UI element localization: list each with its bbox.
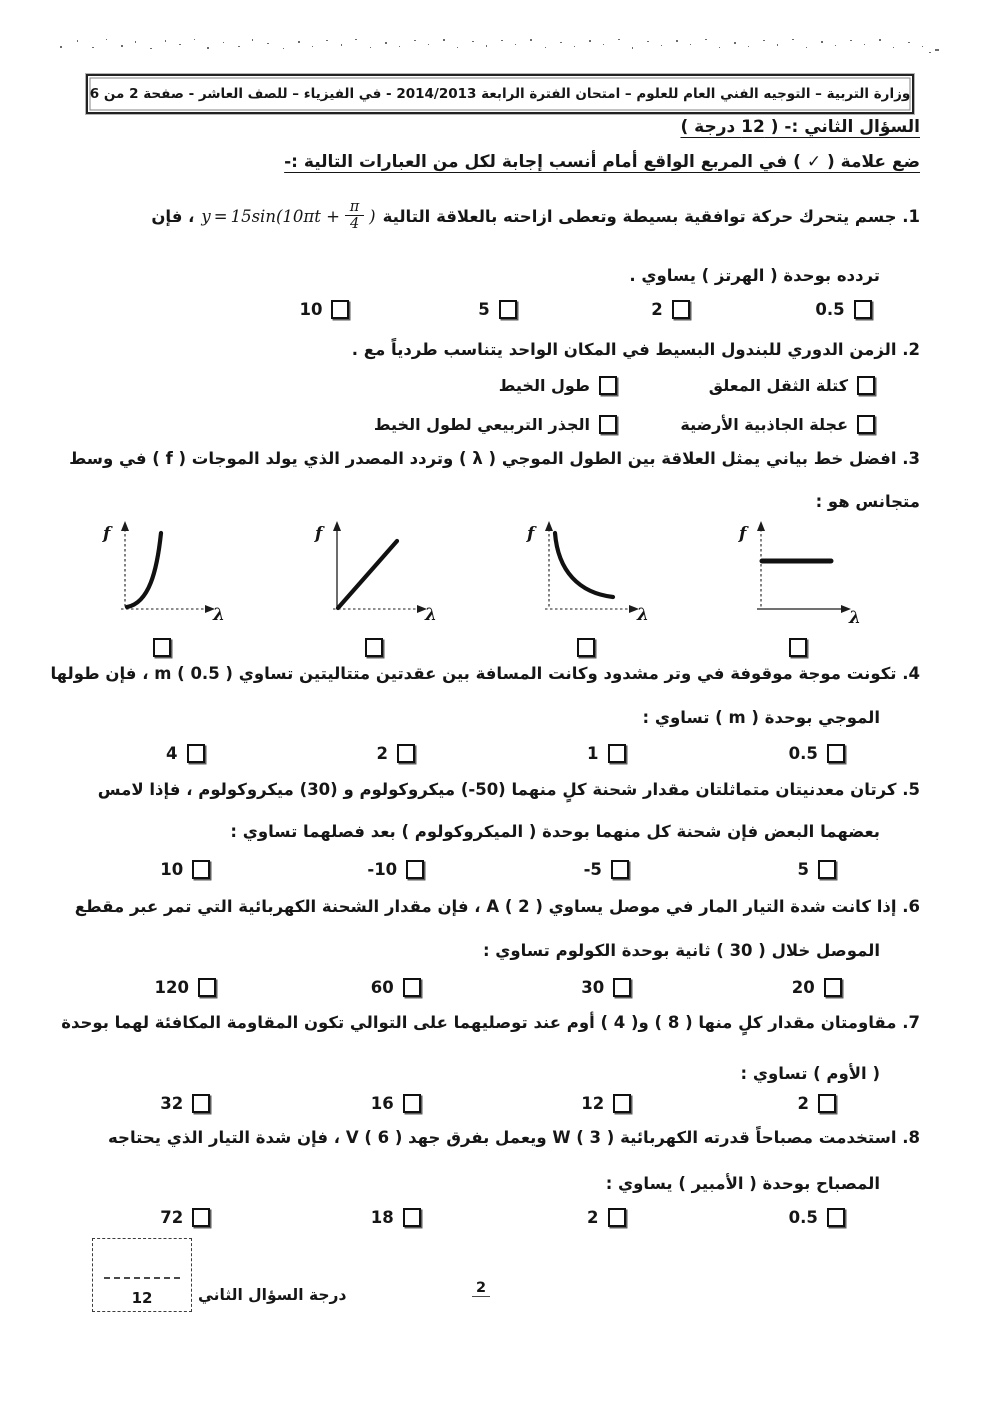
question-5-text-2: بعضهما البعض فإن شحنة كل منهما بوحدة ( الميكروكولوم ) بعد فصلهما تساوي : xyxy=(230,822,880,841)
q6-option-1[interactable]: 20 xyxy=(792,978,842,997)
graph-option-straight-line xyxy=(298,519,450,657)
question-2-options-row-1 xyxy=(80,376,875,399)
checkbox-icon[interactable] xyxy=(608,744,626,763)
checkbox-icon[interactable] xyxy=(403,1094,421,1113)
checkbox-icon[interactable] xyxy=(499,300,517,319)
q6-option-4[interactable]: 120 xyxy=(155,978,216,997)
exam-header-text: وزارة التربية – التوجيه الفني العام للعلوم – امتحان الفترة الرابعة 2014/2013 - في الفيزياء – للصف العاشر - صفحة 2 من 6 xyxy=(89,86,911,102)
q5-option-4[interactable]: 10 xyxy=(160,860,210,879)
q5-option-1[interactable]: 5 xyxy=(798,860,836,879)
graph-option-rising-curve xyxy=(86,519,238,657)
x-axis-label: λ xyxy=(425,605,437,625)
page-number: 2 xyxy=(472,1280,490,1297)
q2-option-3[interactable]: عجلة الجاذبية الأرضية xyxy=(680,415,875,434)
graph-straight-line xyxy=(309,519,439,627)
q4-option-1[interactable]: 0.5 xyxy=(789,744,845,763)
question-1-options xyxy=(238,300,930,319)
checkbox-icon[interactable] xyxy=(854,300,872,319)
score-value: 12 xyxy=(131,1289,153,1307)
checkbox-icon[interactable] xyxy=(608,1208,626,1227)
score-divider xyxy=(104,1277,180,1279)
q7-option-4[interactable]: 32 xyxy=(160,1094,210,1113)
checkbox-icon[interactable] xyxy=(818,860,836,879)
checkbox-icon[interactable] xyxy=(827,1208,845,1227)
checkbox-icon[interactable] xyxy=(611,860,629,879)
checkbox-icon[interactable] xyxy=(827,744,845,763)
question-2-text: 2. الزمن الدوري للبندول البسيط في المكان الواحد يتناسب طردياً مع . xyxy=(351,340,920,359)
exam-header-box xyxy=(86,74,914,114)
q8-option-2[interactable]: 2 xyxy=(587,1208,625,1227)
question-1-formula: y = 15sin(10πt + $\frac{\pi}{4}$ ) xyxy=(201,199,376,233)
q8-option-4[interactable]: 72 xyxy=(160,1208,210,1227)
question-8-text-2: المصباح بوحدة ( الأمبير ) يساوي : xyxy=(605,1174,880,1193)
scan-noise xyxy=(55,34,955,58)
question-4-options xyxy=(80,744,922,763)
q6-option-3[interactable]: 60 xyxy=(371,978,421,997)
q4-option-3[interactable]: 2 xyxy=(377,744,415,763)
checkbox-icon[interactable] xyxy=(192,860,210,879)
section-instruction: ضع علامة ( ✓ ) في المربع الواقع أمام أنسب إجابة لكل من العبارات التالية :- xyxy=(284,152,920,172)
checkbox-icon[interactable] xyxy=(599,376,617,395)
checkbox-icon[interactable] xyxy=(672,300,690,319)
q6-option-2[interactable]: 30 xyxy=(581,978,631,997)
x-axis-label: λ xyxy=(849,608,861,627)
checkbox-icon[interactable] xyxy=(789,638,807,657)
score-label: درجة السؤال الثاني xyxy=(198,1286,347,1304)
question-1-stem-tail: ، فإن xyxy=(151,206,195,226)
question-7-text-2: ( الأوم ) تساوي : xyxy=(740,1064,880,1083)
question-3-graph-options xyxy=(86,519,874,657)
checkbox-icon[interactable] xyxy=(403,1208,421,1227)
q2-option-1[interactable]: كتلة الثقل المعلق xyxy=(709,376,875,395)
question-7-options xyxy=(80,1094,922,1113)
checkbox-icon[interactable] xyxy=(613,1094,631,1113)
x-axis-label: λ xyxy=(637,605,649,625)
checkbox-icon[interactable] xyxy=(187,744,205,763)
question-5-text: 5. كرتان معدنيتان متماثلتان مقدار شحنة كلٍ منهما ⁦(-50)⁩ ميكروكولوم و (30) ميكروكولوم ، فإذا لامس xyxy=(97,780,920,799)
q7-option-2[interactable]: 12 xyxy=(581,1094,631,1113)
question-6-options xyxy=(80,978,922,997)
checkbox-icon[interactable] xyxy=(365,638,383,657)
q8-option-3[interactable]: 18 xyxy=(371,1208,421,1227)
q8-option-1[interactable]: 0.5 xyxy=(789,1208,845,1227)
checkbox-icon[interactable] xyxy=(824,978,842,997)
checkbox-icon[interactable] xyxy=(331,300,349,319)
question-1-stem: 1. جسم يتحرك حركة توافقية بسيطة وتعطى ازاحته بالعلاقة التالية xyxy=(382,206,920,226)
y-axis-label: f xyxy=(315,524,323,544)
checkbox-icon[interactable] xyxy=(198,978,216,997)
q2-option-4[interactable]: الجذر التربيعي لطول الخيط xyxy=(374,415,617,434)
q7-option-3[interactable]: 16 xyxy=(371,1094,421,1113)
checkbox-icon[interactable] xyxy=(857,415,875,434)
question-5-options xyxy=(80,860,922,879)
checkbox-icon[interactable] xyxy=(857,376,875,395)
q2-option-2[interactable]: طول الخيط xyxy=(499,376,617,395)
q1-option-4[interactable]: 10 xyxy=(300,300,350,319)
question-4-text: 4. تكونت موجة موقوفة في وتر مشدود وكانت المسافة بين عقدتين متتاليتين تساوي m ( 0.5 ) ، فإن طولها xyxy=(50,664,920,683)
question-1-text-2: تردده بوحدة ( الهرتز ) يساوي . xyxy=(629,266,880,285)
q1-option-1[interactable]: 0.5 xyxy=(815,300,871,319)
section-title: السؤال الثاني :- ( 12 درجة ) xyxy=(680,117,920,137)
graph-horizontal-line xyxy=(733,519,863,627)
question-3-text-2: متجانس هو : xyxy=(815,492,920,511)
score-box xyxy=(92,1238,192,1312)
q4-option-2[interactable]: 1 xyxy=(587,744,625,763)
x-axis-label: λ xyxy=(213,605,225,625)
checkbox-icon[interactable] xyxy=(192,1094,210,1113)
question-7-text: 7. مقاومتان مقدار كلٍ منها ( 8 ) و( 4 ) أوم عند توصليهما على التوالي تكون المقاومة المكافئة لهما بوحدة xyxy=(61,1013,920,1032)
question-4-text-2: الموجي بوحدة ( m ) تساوي : xyxy=(642,708,880,727)
checkbox-icon[interactable] xyxy=(613,978,631,997)
q4-option-4[interactable]: 4 xyxy=(166,744,204,763)
checkbox-icon[interactable] xyxy=(577,638,595,657)
graph-inverse-curve xyxy=(521,519,651,627)
checkbox-icon[interactable] xyxy=(192,1208,210,1227)
question-2-options-row-2 xyxy=(80,415,875,438)
graph-rising-curve xyxy=(97,519,227,627)
y-axis-label: f xyxy=(103,524,111,544)
question-6-text-2: الموصل خلال ( 30 ) ثانية بوحدة الكولوم تساوي : xyxy=(482,941,880,960)
q7-option-1[interactable]: 2 xyxy=(798,1094,836,1113)
question-8-text: 8. استخدمت مصباحاً قدرته الكهربائية W ( 3 ) ويعمل بفرق جهد V ( 6 ) ، فإن شدة التيار الذي يحتاجه xyxy=(108,1128,920,1147)
q1-option-2[interactable]: 2 xyxy=(651,300,689,319)
graph-option-horizontal-line xyxy=(722,519,874,657)
y-axis-label: f xyxy=(527,524,535,544)
q1-option-3[interactable]: 5 xyxy=(478,300,516,319)
checkbox-icon[interactable] xyxy=(403,978,421,997)
question-8-options xyxy=(80,1208,922,1227)
q5-option-3[interactable]: -10 xyxy=(367,860,424,879)
y-axis-label: f xyxy=(739,524,747,544)
question-6-text: 6. إذا كانت شدة التيار المار في موصل يساوي A ( 2 ) ، فإن مقدار الشحنة الكهربائية التي تمر عبر مقطع xyxy=(74,897,920,916)
checkbox-icon[interactable] xyxy=(406,860,424,879)
checkbox-icon[interactable] xyxy=(153,638,171,657)
fraction: $\frac{\pi}{4}$ xyxy=(345,200,364,232)
checkbox-icon[interactable] xyxy=(397,744,415,763)
graph-option-inverse-curve xyxy=(510,519,662,657)
checkbox-icon[interactable] xyxy=(599,415,617,434)
question-3-text: 3. افضل خط بياني يمثل العلاقة بين الطول الموجي ( λ ) وتردد المصدر الذي يولد الموجات ( f ) في وسط xyxy=(69,449,920,468)
checkbox-icon[interactable] xyxy=(818,1094,836,1113)
question-1-text xyxy=(151,200,920,232)
q5-option-2[interactable]: -5 xyxy=(584,860,629,879)
